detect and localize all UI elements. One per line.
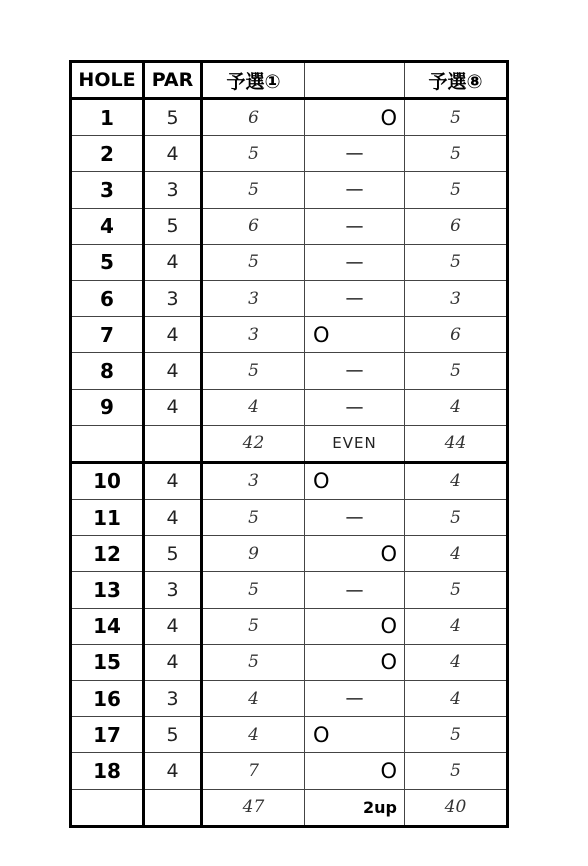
halved-dash-mark: — xyxy=(345,396,364,418)
player-8-score: 5 xyxy=(405,717,508,753)
hole-par: 4 xyxy=(144,462,202,499)
player-1-score: 5 xyxy=(202,136,305,172)
hole-number: 11 xyxy=(71,500,144,536)
hole-par: 3 xyxy=(144,572,202,608)
score-body xyxy=(71,99,508,827)
hole-number: 13 xyxy=(71,572,144,608)
hole-par xyxy=(144,425,202,462)
hole-row xyxy=(71,717,508,753)
player-8-score: 6 xyxy=(405,208,508,244)
header-row xyxy=(71,62,508,99)
halved-dash-mark: — xyxy=(345,688,364,710)
hole-number: 5 xyxy=(71,244,144,280)
player-8-score: 40 xyxy=(405,789,508,826)
hole-row xyxy=(71,753,508,789)
hole-row xyxy=(71,500,508,536)
hole-number: 4 xyxy=(71,208,144,244)
hole-number xyxy=(71,425,144,462)
player-8-score: 5 xyxy=(405,572,508,608)
hole-result xyxy=(305,717,405,753)
hole-row xyxy=(71,244,508,280)
hole-result xyxy=(305,462,405,499)
player-1-score: 5 xyxy=(202,572,305,608)
hole-par: 3 xyxy=(144,681,202,717)
player-1-score: 4 xyxy=(202,389,305,425)
hole-number: 10 xyxy=(71,462,144,499)
hole-row xyxy=(71,536,508,572)
hole-number: 2 xyxy=(71,136,144,172)
player-1-score: 3 xyxy=(202,462,305,499)
hole-result xyxy=(305,244,405,280)
win-circle-mark: O xyxy=(313,722,330,747)
hole-result xyxy=(305,753,405,789)
player-1-score: 5 xyxy=(202,244,305,280)
hole-row xyxy=(71,462,508,499)
hole-row xyxy=(71,572,508,608)
hole-row xyxy=(71,389,508,425)
hole-par: 5 xyxy=(144,717,202,753)
player-8-score: 6 xyxy=(405,317,508,353)
win-circle-mark: O xyxy=(313,322,330,347)
win-circle-mark: O xyxy=(380,614,397,639)
header-hole: HOLE xyxy=(71,62,144,99)
hole-row xyxy=(71,644,508,680)
hole-par: 4 xyxy=(144,500,202,536)
hole-par: 5 xyxy=(144,208,202,244)
player-8-score: 4 xyxy=(405,681,508,717)
hole-result xyxy=(305,389,405,425)
hole-row xyxy=(71,172,508,208)
player-8-score: 5 xyxy=(405,753,508,789)
hole-number: 14 xyxy=(71,608,144,644)
player-1-score: 5 xyxy=(202,500,305,536)
header-par: PAR xyxy=(144,62,202,99)
match-status-text: EVEN xyxy=(332,434,377,453)
match-scorecard xyxy=(69,60,509,828)
hole-par: 4 xyxy=(144,136,202,172)
player-1-score: 4 xyxy=(202,717,305,753)
player-8-score: 4 xyxy=(405,608,508,644)
player-1-score: 5 xyxy=(202,608,305,644)
win-circle-mark: O xyxy=(380,758,397,783)
hole-row xyxy=(71,136,508,172)
header-player-8: 予選⑧ xyxy=(405,62,508,99)
player-8-score: 5 xyxy=(405,136,508,172)
win-circle-mark: O xyxy=(380,541,397,566)
player-8-score: 4 xyxy=(405,536,508,572)
hole-number: 18 xyxy=(71,753,144,789)
total-row xyxy=(71,425,508,462)
hole-par: 4 xyxy=(144,753,202,789)
hole-row xyxy=(71,280,508,316)
player-1-score: 3 xyxy=(202,317,305,353)
player-8-score: 4 xyxy=(405,644,508,680)
hole-row xyxy=(71,208,508,244)
halved-dash-mark: — xyxy=(345,143,364,165)
total-row xyxy=(71,789,508,826)
halved-dash-mark: — xyxy=(345,579,364,601)
hole-number: 3 xyxy=(71,172,144,208)
halved-dash-mark: — xyxy=(345,251,364,273)
hole-par: 4 xyxy=(144,353,202,389)
hole-par: 5 xyxy=(144,536,202,572)
hole-row xyxy=(71,353,508,389)
hole-number: 17 xyxy=(71,717,144,753)
hole-par xyxy=(144,789,202,826)
hole-result xyxy=(305,353,405,389)
hole-result xyxy=(305,208,405,244)
hole-par: 4 xyxy=(144,244,202,280)
player-1-score: 6 xyxy=(202,208,305,244)
hole-number: 9 xyxy=(71,389,144,425)
player-1-score: 7 xyxy=(202,753,305,789)
match-status xyxy=(305,425,405,462)
header-match-result xyxy=(305,62,405,99)
hole-result xyxy=(305,99,405,136)
hole-par: 4 xyxy=(144,644,202,680)
win-circle-mark: O xyxy=(380,650,397,675)
player-8-score: 4 xyxy=(405,462,508,499)
hole-result xyxy=(305,172,405,208)
player-8-score: 5 xyxy=(405,244,508,280)
player-8-score: 5 xyxy=(405,172,508,208)
hole-par: 3 xyxy=(144,280,202,316)
halved-dash-mark: — xyxy=(345,215,364,237)
hole-result xyxy=(305,317,405,353)
halved-dash-mark: — xyxy=(345,507,364,529)
hole-result xyxy=(305,500,405,536)
player-8-score: 44 xyxy=(405,425,508,462)
player-1-score: 42 xyxy=(202,425,305,462)
player-8-score: 4 xyxy=(405,389,508,425)
hole-row xyxy=(71,99,508,136)
halved-dash-mark: — xyxy=(345,288,364,310)
hole-par: 5 xyxy=(144,99,202,136)
match-status xyxy=(305,789,405,826)
player-8-score: 5 xyxy=(405,99,508,136)
hole-number: 16 xyxy=(71,681,144,717)
hole-number: 12 xyxy=(71,536,144,572)
player-1-score: 9 xyxy=(202,536,305,572)
player-1-score: 5 xyxy=(202,353,305,389)
hole-number: 7 xyxy=(71,317,144,353)
header-player-1: 予選① xyxy=(202,62,305,99)
hole-number: 6 xyxy=(71,280,144,316)
win-circle-mark: O xyxy=(380,105,397,130)
match-status-text: 2up xyxy=(363,797,397,817)
hole-number xyxy=(71,789,144,826)
hole-number: 15 xyxy=(71,644,144,680)
halved-dash-mark: — xyxy=(345,360,364,382)
halved-dash-mark: — xyxy=(345,179,364,201)
hole-par: 4 xyxy=(144,317,202,353)
hole-number: 8 xyxy=(71,353,144,389)
player-1-score: 4 xyxy=(202,681,305,717)
hole-result xyxy=(305,536,405,572)
player-8-score: 5 xyxy=(405,500,508,536)
player-8-score: 3 xyxy=(405,280,508,316)
hole-number: 1 xyxy=(71,99,144,136)
hole-row xyxy=(71,681,508,717)
player-1-score: 47 xyxy=(202,789,305,826)
hole-result xyxy=(305,572,405,608)
hole-result xyxy=(305,681,405,717)
hole-result xyxy=(305,644,405,680)
player-1-score: 3 xyxy=(202,280,305,316)
player-1-score: 5 xyxy=(202,172,305,208)
hole-row xyxy=(71,317,508,353)
player-8-score: 5 xyxy=(405,353,508,389)
player-1-score: 6 xyxy=(202,99,305,136)
hole-row xyxy=(71,608,508,644)
player-1-score: 5 xyxy=(202,644,305,680)
hole-par: 4 xyxy=(144,389,202,425)
hole-par: 3 xyxy=(144,172,202,208)
hole-result xyxy=(305,280,405,316)
hole-result xyxy=(305,136,405,172)
hole-result xyxy=(305,608,405,644)
hole-par: 4 xyxy=(144,608,202,644)
win-circle-mark: O xyxy=(313,469,330,494)
